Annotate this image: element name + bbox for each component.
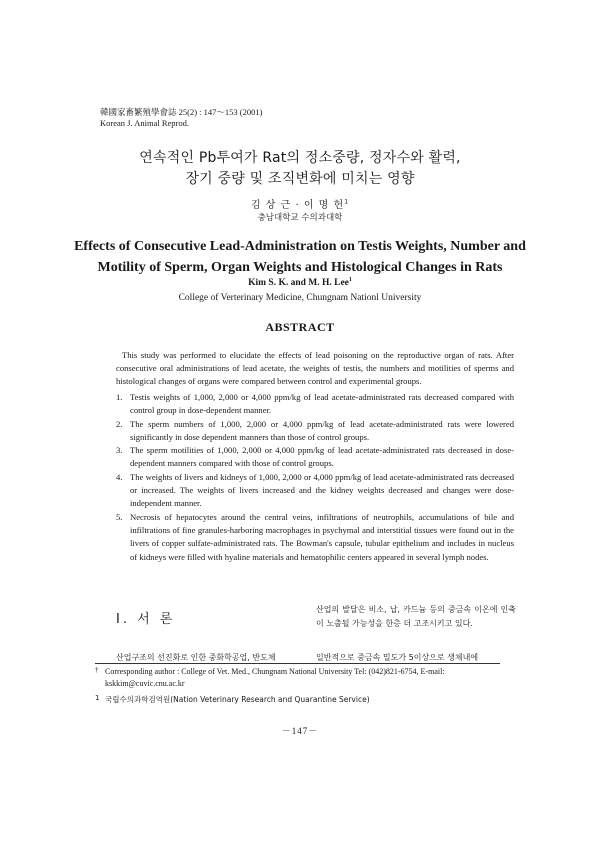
footnote-divider [95,663,500,664]
abstract-finding-item [116,444,514,471]
footnote-mark: † [95,666,99,674]
korean-title-line2: 장기 중량 및 조직변화에 미치는 영향 [185,171,415,187]
body-left-column-text: 산업구조의 선진화로 인한 중화학공업, 반도체 [116,653,276,662]
abstract-finding-item [116,471,514,511]
footnote-text: 국립수의과학검역원(Nation Veterinary Research and Quarantine Service) [105,695,370,704]
english-title-line1: Effects of Consecutive Lead-Administration on Testis Weights, Number and [74,239,526,254]
korean-title [0,148,600,190]
english-authors-names: Kim S. K. and M. H. Lee [248,278,349,289]
journal-citation [100,107,262,129]
finding-number: 5. [116,511,123,522]
finding-number: 2. [116,418,123,429]
abstract-findings-list [116,391,514,564]
korean-affiliation: 충남대학교 수의과대학 [257,213,343,223]
section-heading-introduction: Ⅰ. 서 론 [116,612,176,627]
finding-number: 1. [116,392,123,402]
body-right-column-text: 산업의 발달은 비소, 납, 카드늄 등의 중금속 이온에 인축이 노출될 가능성을 한층 더 고조시키고 있다. [316,605,516,628]
english-authors-mark: 1 [348,277,352,283]
korean-title-line1: 연속적인 Pb투여가 Rat의 정소중량, 정자수와 활력, [139,150,461,166]
page-number: －147－ [281,726,319,736]
english-title [0,236,600,278]
abstract-intro-text: This study was performed to elucidate the effects of lead poisoning on the reproductive organ of rats. After consecutive oral administrations of lead acetate, the weights of testis, the numbers and motilities of sperms and histological changes of organs were compared between control and experimental groups. [116,350,514,386]
journal-citation-english: Korean J. Animal Reprod. [100,118,189,128]
english-affiliation: College of Verterinary Medicine, Chungnam Nationl University [178,293,422,303]
abstract-finding-item [116,418,514,445]
footnote-mark: 1 [95,694,100,702]
abstract-finding-item [116,511,514,564]
abstract-heading: ABSTRACT [265,320,335,334]
abstract-intro [116,349,514,388]
korean-authors [0,196,600,211]
abstract-finding-item [116,391,514,418]
finding-text: The sperm motilities of 1,000, 2,000 or 4,000 ppm/kg of lead acetate-administrated rats decreased in dose-dependent manners compared with those of control groups. [130,445,514,469]
finding-text: The weights of livers and kidneys of 1,000, 2,000 or 4,000 ppm/kg of lead acetate-administrated rats decreased or increased. The weights of livers increased and the kidney weights decreased and changes were dose-independent manner. [130,471,514,509]
body-right-column-text-2: 일반적으로 중금속 밀도가 5이상으로 생체내에 [316,653,479,662]
finding-number: 3. [116,445,123,456]
korean-authors-names: 김 상 근 · 이 명 헌 [250,200,345,211]
finding-text: The sperm numbers of 1,000, 2,000 or 4,000 ppm/kg of lead acetate-administrated rats were lowered significantly in dose dependent manners than those of control groups. [130,418,514,442]
korean-authors-mark: 1 [344,198,350,206]
journal-citation-korean: 韓國家畜繁殖學會誌 25(2) : 147～153 (2001) [100,107,263,117]
finding-number: 4. [116,471,123,482]
footnote-affiliation [95,694,515,706]
footnotes [95,666,515,706]
finding-text: Necrosis of hepatocytes around the central veins, infiltrations of neutrophils, accumulations of bile and infiltrations of fine granules-harboring macrophages in psychymal and interstitial tissues were found out in the livers of copper sulfate-administrated rats. The Bowman's capsule, tubular epithelium and includes in nucleus of kidneys were filled with hyaline materials and hematophilic centers appeared in several lymph nodes. [130,511,514,562]
english-title-line2: Motility of Sperm, Organ Weights and Histological Changes in Rats [97,260,503,275]
finding-text: Testis weights of 1,000, 2,000 or 4,000 ppm/kg of lead acetate-administrated rats decreased compared with control group in dose-dependent manner. [130,392,514,416]
footnote-text: Corresponding author : College of Vet. Med., Chungnam National University Tel: (042)821-6754, E-mail: kskkim@cuvic.cnu.ac.kr [105,667,445,688]
footnote-corresponding-author [95,666,515,690]
english-authors [0,277,600,288]
